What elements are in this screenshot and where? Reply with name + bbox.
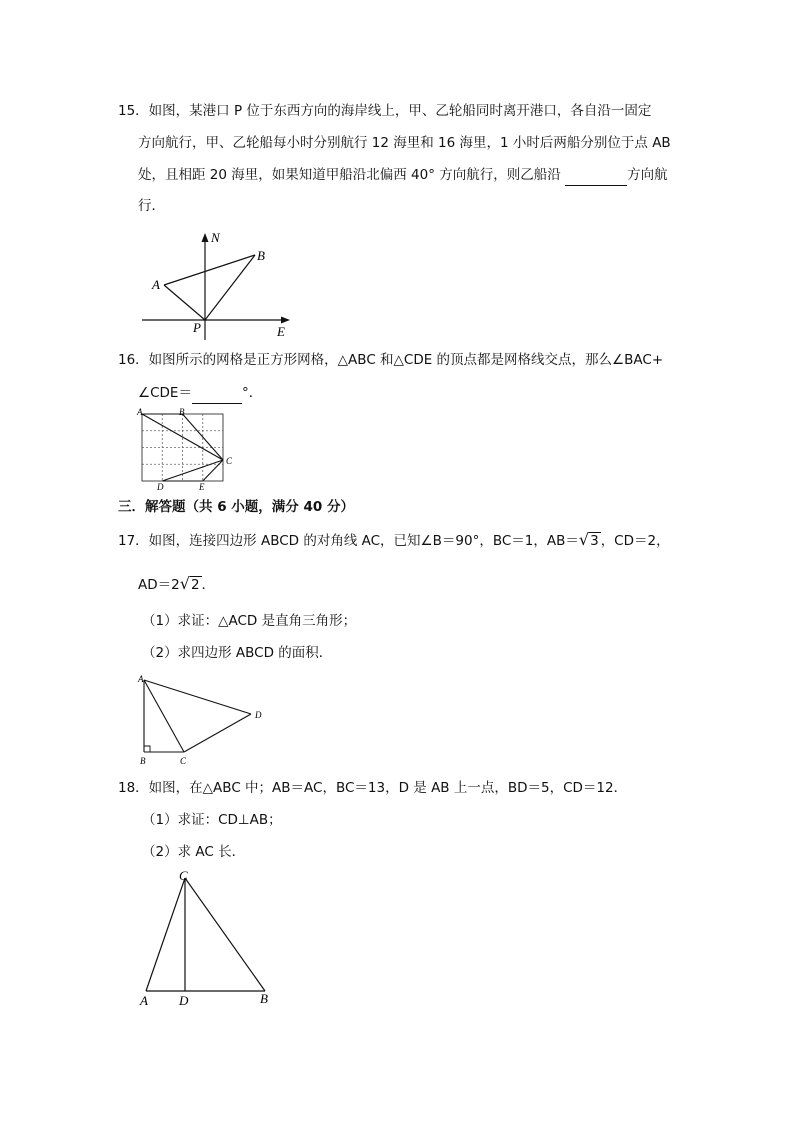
q17-line-2b: ．	[201, 577, 216, 593]
q17-label-A: A	[138, 674, 144, 684]
q15-label-A: A	[152, 277, 160, 292]
q15-label-N: N	[211, 230, 220, 245]
q16-line-1: 16．如图所示的网格是正方形网格，△ABC 和△CDE 的顶点都是网格线交点，那么∠BAC+	[118, 352, 664, 368]
q17-label-B: B	[140, 756, 146, 766]
q16-label-E: E	[199, 482, 205, 490]
q17-label-C: C	[180, 756, 187, 766]
q18-label-C: C	[179, 868, 188, 883]
q18-label-B: B	[260, 991, 268, 1006]
q17-line-2	[138, 574, 215, 595]
q15-label-E: E	[277, 324, 285, 339]
q17-segment-CD	[184, 714, 251, 752]
q17-sqrt-3: √3	[578, 530, 599, 549]
q17-sqrt-2-radicand: 2	[190, 577, 200, 593]
q16-label-C: C	[226, 456, 233, 466]
q17-line-1b: ，CD＝2，	[600, 533, 670, 549]
q17-line-2a: AD＝2	[138, 577, 180, 593]
q15-label-P: P	[193, 320, 201, 335]
q16-line-2	[138, 383, 262, 404]
q15-line-4: 行．	[138, 198, 165, 214]
q16-label-B: B	[179, 407, 185, 417]
q17-sqrt-3-radicand: 3	[590, 533, 599, 549]
q17-right-angle-mark	[144, 746, 150, 752]
q17-sqrt-2: √2	[179, 574, 200, 593]
q16-line-2b: °．	[241, 385, 263, 401]
q15-east-arrow-icon	[281, 317, 290, 324]
q18-part-2: （2）求 AC 长．	[142, 844, 246, 860]
q18-segment-BC	[185, 878, 265, 991]
q16-segment-BC	[183, 414, 224, 460]
q15-answer-blank[interactable]	[565, 165, 627, 186]
q15-line-3	[138, 165, 668, 186]
q16-figure	[136, 406, 240, 490]
q16-segment-DC	[162, 460, 223, 481]
q16-grid	[142, 414, 223, 481]
q16-label-D: D	[157, 482, 164, 490]
q18-line-1: 18．如图，在△ABC 中；AB＝AC，BC＝13，D 是 AB 上一点，BD＝5，CD＝12．	[118, 780, 628, 796]
q17-part-2: （2）求四边形 ABCD 的面积．	[142, 645, 333, 661]
q16-line-2a: ∠CDE＝	[138, 385, 192, 401]
q15-segment-AB	[164, 255, 255, 285]
q16-label-A: A	[137, 407, 143, 417]
q17-figure	[134, 672, 274, 768]
q18-segment-AC	[146, 878, 185, 991]
q16-answer-blank[interactable]	[192, 383, 242, 404]
q15-line-1: 15．如图，某港口 P 位于东西方向的海岸线上，甲、乙轮船同时离开港口，各自沿一固定	[118, 103, 652, 119]
q15-line-2: 方向航行，甲、乙轮船每小时分别航行 12 海里和 16 海里，1 小时后两船分别位于点 AB	[138, 135, 671, 151]
q17-label-D: D	[255, 710, 262, 720]
q17-line-1	[118, 530, 670, 551]
q15-line-3b: 方向航	[627, 167, 668, 183]
q18-label-A: A	[140, 993, 148, 1008]
section-3-heading: 三．解答题（共 6 小题，满分 40 分）	[118, 499, 354, 515]
q18-figure	[134, 866, 284, 1012]
q16-segment-AC	[142, 414, 223, 460]
q15-line-3a: 处，且相距 20 海里，如果知道甲船沿北偏西 40° 方向航行，则乙船沿	[138, 167, 561, 183]
q15-figure	[138, 228, 298, 343]
q17-line-1a: 17．如图，连接四边形 ABCD 的对角线 AC，已知∠B＝90°，BC＝1，AB＝	[118, 533, 579, 549]
q15-segment-PA	[164, 285, 205, 320]
q17-part-1: （1）求证：△ACD 是直角三角形；	[142, 613, 357, 629]
q15-label-B: B	[257, 248, 265, 263]
q18-label-D: D	[179, 993, 189, 1008]
q18-part-1: （1）求证：CD⊥AB；	[142, 812, 282, 828]
q15-north-arrow-icon	[202, 233, 209, 242]
q15-segment-PB	[205, 255, 255, 320]
